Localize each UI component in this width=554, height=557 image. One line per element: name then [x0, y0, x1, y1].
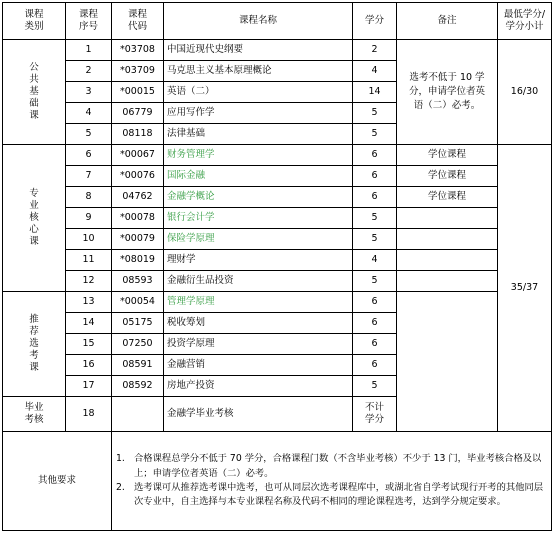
note-number: 1. — [116, 453, 125, 465]
course-seq: 5 — [66, 124, 112, 145]
course-code: *08019 — [112, 250, 164, 271]
table-row — [3, 250, 552, 271]
course-credit: 14 — [353, 82, 397, 103]
course-name: 金融学概论 — [164, 187, 353, 208]
course-remark — [397, 292, 498, 432]
course-seq: 16 — [66, 355, 112, 376]
course-remark: 学位课程 — [397, 187, 498, 208]
header-credit: 学分 — [353, 3, 397, 40]
course-code: *00054 — [112, 292, 164, 313]
course-name: 税收筹划 — [164, 313, 353, 334]
course-credit: 6 — [353, 145, 397, 166]
course-name: 中国近现代史纲要 — [164, 40, 353, 61]
group-remark: 选考不低于 10 学分，申请学位者英语（二）必考。 — [397, 40, 498, 145]
course-name: 理财学 — [164, 250, 353, 271]
course-credit: 5 — [353, 208, 397, 229]
course-code: *00067 — [112, 145, 164, 166]
header-row — [3, 3, 552, 40]
course-name: 法律基础 — [164, 124, 353, 145]
course-seq: 4 — [66, 103, 112, 124]
table-row — [3, 40, 552, 61]
header-seq: 课程 序号 — [66, 3, 112, 40]
course-name: 金融学毕业考核 — [164, 397, 353, 432]
course-remark — [397, 208, 498, 229]
course-code: 08591 — [112, 355, 164, 376]
course-code: *03708 — [112, 40, 164, 61]
table-row — [3, 229, 552, 250]
course-seq: 11 — [66, 250, 112, 271]
other-requirements-label: 其他要求 — [3, 432, 112, 531]
course-seq: 18 — [66, 397, 112, 432]
course-credit: 6 — [353, 292, 397, 313]
course-name: 房地产投资 — [164, 376, 353, 397]
course-credit: 6 — [353, 187, 397, 208]
course-seq: 12 — [66, 271, 112, 292]
course-credit: 5 — [353, 229, 397, 250]
course-name: 银行会计学 — [164, 208, 353, 229]
header-name: 课程名称 — [164, 3, 353, 40]
course-seq: 14 — [66, 313, 112, 334]
category-label: 毕业 考核 — [3, 397, 66, 432]
other-requirements-notes — [112, 432, 552, 531]
table-row — [3, 187, 552, 208]
header-category: 课程 类别 — [3, 3, 66, 40]
note-text: 合格课程总学分不低于 70 学分，合格课程门数（不含毕业考核）不少于 13 门，毕业考核合格及以上；申请学位者英语（二）必考。 — [134, 453, 542, 479]
table-row — [3, 208, 552, 229]
category-label: 专 业 核 心 课 — [3, 145, 66, 292]
group-min-credit: 16/30 — [498, 40, 552, 145]
course-code: *00078 — [112, 208, 164, 229]
course-code: 07250 — [112, 334, 164, 355]
course-credit: 4 — [353, 250, 397, 271]
course-seq: 2 — [66, 61, 112, 82]
course-code: 08593 — [112, 271, 164, 292]
category-label: 公 共 基 础 课 — [3, 40, 66, 145]
table-row — [3, 145, 552, 166]
course-remark — [397, 229, 498, 250]
table-row — [3, 271, 552, 292]
curriculum-table — [2, 2, 552, 531]
table-row — [3, 292, 552, 313]
course-seq: 10 — [66, 229, 112, 250]
course-seq: 3 — [66, 82, 112, 103]
course-seq: 8 — [66, 187, 112, 208]
course-seq: 13 — [66, 292, 112, 313]
course-credit: 5 — [353, 124, 397, 145]
course-seq: 17 — [66, 376, 112, 397]
course-remark — [397, 250, 498, 271]
course-code: *00015 — [112, 82, 164, 103]
header-remark: 备注 — [397, 3, 498, 40]
course-seq: 15 — [66, 334, 112, 355]
category-label: 推 荐 选 考 课 — [3, 292, 66, 397]
course-name: 英语（二） — [164, 82, 353, 103]
course-name: 投资学原理 — [164, 334, 353, 355]
course-name: 国际金融 — [164, 166, 353, 187]
course-name: 保险学原理 — [164, 229, 353, 250]
course-credit: 5 — [353, 376, 397, 397]
course-seq: 7 — [66, 166, 112, 187]
course-credit: 5 — [353, 103, 397, 124]
header-code: 课程 代码 — [112, 3, 164, 40]
course-seq: 1 — [66, 40, 112, 61]
course-code: *00079 — [112, 229, 164, 250]
course-code: 05175 — [112, 313, 164, 334]
course-credit: 6 — [353, 166, 397, 187]
course-code: *00076 — [112, 166, 164, 187]
course-code: *03709 — [112, 61, 164, 82]
course-name: 金融衍生品投资 — [164, 271, 353, 292]
course-credit: 6 — [353, 313, 397, 334]
course-name: 金融营销 — [164, 355, 353, 376]
course-name: 管理学原理 — [164, 292, 353, 313]
course-name: 财务管理学 — [164, 145, 353, 166]
other-requirements-row — [3, 432, 552, 531]
requirement-note — [116, 452, 547, 481]
course-code: 08592 — [112, 376, 164, 397]
note-number: 2. — [116, 482, 125, 493]
course-remark: 学位课程 — [397, 145, 498, 166]
course-remark — [397, 271, 498, 292]
course-seq: 9 — [66, 208, 112, 229]
course-code: 06779 — [112, 103, 164, 124]
course-code — [112, 397, 164, 432]
header-min-credit: 最低学分/ 学分小计 — [498, 3, 552, 40]
course-credit: 6 — [353, 334, 397, 355]
course-credit: 2 — [353, 40, 397, 61]
group-min-credit: 35/37 — [498, 145, 552, 432]
course-code: 04762 — [112, 187, 164, 208]
table-row — [3, 166, 552, 187]
course-remark: 学位课程 — [397, 166, 498, 187]
course-name: 马克思主义基本原理概论 — [164, 61, 353, 82]
course-name: 应用写作学 — [164, 103, 353, 124]
course-credit: 6 — [353, 355, 397, 376]
course-seq: 6 — [66, 145, 112, 166]
requirement-note — [116, 481, 547, 510]
course-code: 08118 — [112, 124, 164, 145]
course-credit: 不计 学分 — [353, 397, 397, 432]
note-text: 选考课可从推荐选考课中选考，也可从同层次选考课程库中，或湖北省自学考试现行开考的其他同层次专业中，自主选择与本专业课程名称及代码不相同的理论课程选考，达到学分规定要求。 — [134, 482, 544, 508]
course-credit: 4 — [353, 61, 397, 82]
course-credit: 5 — [353, 271, 397, 292]
